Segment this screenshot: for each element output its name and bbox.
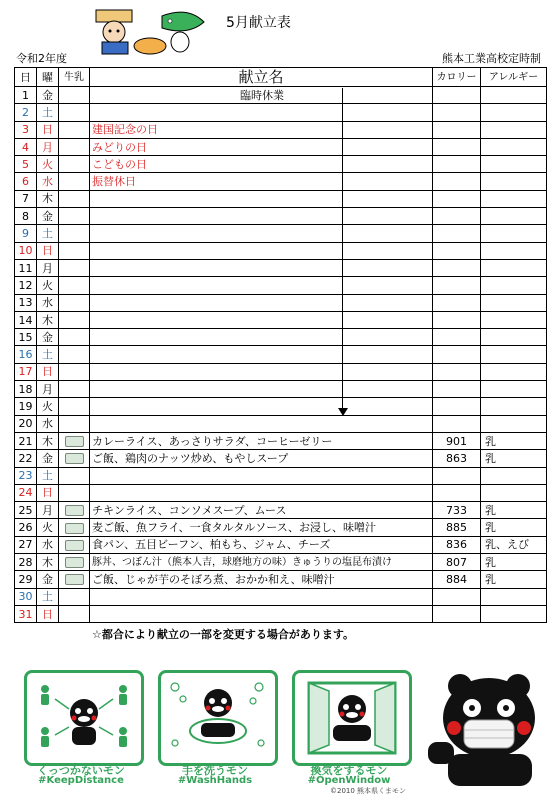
row-calorie (433, 588, 481, 605)
row-calorie (433, 415, 481, 432)
row-milk (59, 381, 90, 398)
menu-row (15, 294, 547, 311)
page-title: 5月献立表 (226, 15, 291, 31)
row-day: 19 (15, 398, 37, 415)
row-milk (59, 536, 90, 553)
row-allergy: 乳 (481, 554, 547, 571)
row-weekday: 金 (37, 208, 59, 225)
menu-row (15, 225, 547, 242)
row-weekday: 木 (37, 190, 59, 207)
milk-carton-icon (65, 557, 84, 568)
menu-row (15, 450, 547, 467)
row-menu: 建国記念の日 (90, 121, 433, 138)
row-menu (90, 346, 433, 363)
row-menu (90, 363, 433, 380)
row-menu: みどりの日 (90, 138, 433, 155)
row-milk (59, 519, 90, 536)
school-name: 熊本工業高校定時制 (442, 52, 541, 65)
open-window-label: 換気をするモン (310, 764, 388, 777)
row-day: 31 (15, 605, 37, 622)
row-menu (90, 242, 433, 259)
row-allergy (481, 415, 547, 432)
row-menu (90, 398, 433, 415)
row-allergy (481, 173, 547, 190)
row-calorie (433, 104, 481, 121)
row-weekday: 火 (37, 519, 59, 536)
row-allergy (481, 104, 547, 121)
row-allergy (481, 311, 547, 328)
row-milk (59, 398, 90, 415)
row-milk (59, 104, 90, 121)
row-weekday: 土 (37, 225, 59, 242)
row-allergy (481, 277, 547, 294)
row-milk (59, 121, 90, 138)
open-window-icon (295, 673, 409, 763)
row-menu: 臨時休業 (90, 87, 433, 104)
row-menu (90, 277, 433, 294)
row-calorie (433, 156, 481, 173)
milk-carton-icon (65, 574, 84, 585)
row-calorie (433, 277, 481, 294)
row-allergy (481, 329, 547, 346)
menu-row (15, 156, 547, 173)
row-weekday: 土 (37, 346, 59, 363)
row-calorie: 733 (433, 502, 481, 519)
menu-row (15, 242, 547, 259)
row-day: 6 (15, 173, 37, 190)
row-milk (59, 190, 90, 207)
menu-row (15, 104, 547, 121)
menu-row (15, 259, 547, 276)
header-day: 日 (15, 68, 37, 87)
row-allergy (481, 242, 547, 259)
copyright-notice: ©2010 熊本県くまモン (330, 787, 407, 795)
mascot-illustration (88, 8, 208, 56)
row-menu (90, 259, 433, 276)
row-calorie (433, 294, 481, 311)
row-milk (59, 605, 90, 622)
menu-row (15, 311, 547, 328)
change-notice: ☆都合により献立の一部を変更する場合があります。 (92, 628, 354, 641)
row-milk (59, 554, 90, 571)
row-milk (59, 311, 90, 328)
header-calorie: カロリー (433, 68, 481, 87)
arrow-head-icon (338, 408, 348, 416)
row-menu (90, 467, 433, 484)
row-weekday: 土 (37, 588, 59, 605)
row-milk (59, 87, 90, 104)
row-calorie (433, 329, 481, 346)
row-day: 21 (15, 432, 37, 449)
row-day: 5 (15, 156, 37, 173)
row-weekday: 木 (37, 432, 59, 449)
row-day: 26 (15, 519, 37, 536)
row-weekday: 火 (37, 398, 59, 415)
closure-period-arrow (342, 88, 343, 413)
row-calorie (433, 311, 481, 328)
row-allergy (481, 398, 547, 415)
row-menu (90, 605, 433, 622)
row-calorie (433, 363, 481, 380)
row-allergy: 乳 (481, 571, 547, 588)
row-calorie (433, 467, 481, 484)
row-day: 16 (15, 346, 37, 363)
row-calorie (433, 398, 481, 415)
school-year: 令和2年度 (16, 52, 67, 65)
row-calorie: 901 (433, 432, 481, 449)
row-menu (90, 104, 433, 121)
row-allergy (481, 138, 547, 155)
row-weekday: 水 (37, 536, 59, 553)
menu-row (15, 588, 547, 605)
milk-carton-icon (65, 523, 84, 534)
row-day: 13 (15, 294, 37, 311)
wash-hands-card (158, 670, 278, 766)
row-menu (90, 329, 433, 346)
row-weekday: 日 (37, 484, 59, 501)
row-allergy (481, 190, 547, 207)
row-day: 7 (15, 190, 37, 207)
row-weekday: 水 (37, 294, 59, 311)
row-calorie (433, 346, 481, 363)
row-milk (59, 242, 90, 259)
row-weekday: 日 (37, 605, 59, 622)
menu-row (15, 87, 547, 104)
row-allergy (481, 381, 547, 398)
kumamon-mask-illustration (424, 668, 550, 786)
row-day: 2 (15, 104, 37, 121)
row-menu (90, 225, 433, 242)
row-weekday: 土 (37, 467, 59, 484)
row-weekday: 火 (37, 156, 59, 173)
row-weekday: 木 (37, 311, 59, 328)
row-menu: カレーライス、あっさりサラダ、コーヒーゼリー (90, 432, 433, 449)
row-allergy (481, 208, 547, 225)
row-day: 23 (15, 467, 37, 484)
row-weekday: 水 (37, 415, 59, 432)
row-day: 3 (15, 121, 37, 138)
row-weekday: 日 (37, 121, 59, 138)
row-menu: 豚丼、つぼん汁（熊本人吉，球磨地方の味）きゅうりの塩昆布漬け (90, 554, 433, 571)
row-day: 28 (15, 554, 37, 571)
row-allergy (481, 294, 547, 311)
row-day: 11 (15, 259, 37, 276)
row-calorie (433, 121, 481, 138)
menu-row (15, 398, 547, 415)
wash-hands-icon (161, 673, 275, 763)
row-day: 18 (15, 381, 37, 398)
row-menu: 食パン、五目ビーフン、柏もち、ジャム、チーズ (90, 536, 433, 553)
row-milk (59, 467, 90, 484)
row-milk (59, 450, 90, 467)
header-menu: 献立名 (90, 68, 433, 87)
menu-table-header (15, 68, 547, 87)
row-milk (59, 363, 90, 380)
row-milk (59, 588, 90, 605)
row-calorie: 807 (433, 554, 481, 571)
row-menu (90, 190, 433, 207)
menu-row (15, 173, 547, 190)
wash-hands-label: 手を洗うモン (182, 764, 248, 777)
row-day: 22 (15, 450, 37, 467)
menu-row (15, 571, 547, 588)
open-window-card (292, 670, 412, 766)
row-menu: こどもの日 (90, 156, 433, 173)
open-window-tag: #OpenWindow (307, 775, 391, 786)
row-milk (59, 225, 90, 242)
row-weekday: 日 (37, 242, 59, 259)
row-allergy: 乳 (481, 519, 547, 536)
menu-row (15, 121, 547, 138)
menu-row (15, 554, 547, 571)
menu-row (15, 363, 547, 380)
row-day: 4 (15, 138, 37, 155)
menu-row (15, 519, 547, 536)
row-weekday: 月 (37, 259, 59, 276)
row-allergy: 乳 (481, 432, 547, 449)
row-calorie: 885 (433, 519, 481, 536)
row-day: 20 (15, 415, 37, 432)
row-menu: 麦ご飯、魚フライ、一食タルタルソース、お浸し、味噌汁 (90, 519, 433, 536)
row-weekday: 金 (37, 329, 59, 346)
menu-row (15, 138, 547, 155)
menu-row (15, 432, 547, 449)
row-weekday: 土 (37, 104, 59, 121)
row-calorie (433, 259, 481, 276)
row-milk (59, 346, 90, 363)
row-allergy (481, 484, 547, 501)
row-milk (59, 138, 90, 155)
row-milk (59, 173, 90, 190)
menu-row (15, 329, 547, 346)
row-calorie (433, 190, 481, 207)
milk-carton-icon (65, 505, 84, 516)
row-menu (90, 415, 433, 432)
menu-table-body (15, 68, 547, 623)
row-allergy (481, 87, 547, 104)
row-calorie (433, 605, 481, 622)
row-menu: ご飯、じゃが芋のそぼろ煮、おかか和え、味噌汁 (90, 571, 433, 588)
row-allergy: 乳 (481, 502, 547, 519)
row-weekday: 月 (37, 381, 59, 398)
row-weekday: 金 (37, 571, 59, 588)
row-menu: ご飯、鶏肉のナッツ炒め、もやしスープ (90, 450, 433, 467)
header-milk: 牛乳 (59, 68, 90, 87)
row-menu (90, 208, 433, 225)
row-menu (90, 294, 433, 311)
menu-row (15, 415, 547, 432)
wash-hands-tag: #WashHands (177, 775, 253, 786)
row-menu (90, 588, 433, 605)
menu-row (15, 536, 547, 553)
row-milk (59, 502, 90, 519)
row-milk (59, 484, 90, 501)
menu-row (15, 381, 547, 398)
row-calorie (433, 242, 481, 259)
row-weekday: 月 (37, 502, 59, 519)
row-calorie (433, 138, 481, 155)
row-milk (59, 208, 90, 225)
row-milk (59, 277, 90, 294)
row-calorie (433, 208, 481, 225)
row-allergy (481, 588, 547, 605)
row-day: 14 (15, 311, 37, 328)
row-day: 10 (15, 242, 37, 259)
row-day: 8 (15, 208, 37, 225)
row-menu (90, 484, 433, 501)
row-allergy (481, 225, 547, 242)
row-menu: チキンライス、コンソメスープ、ムース (90, 502, 433, 519)
row-allergy (481, 346, 547, 363)
menu-table (14, 67, 547, 623)
row-allergy (481, 605, 547, 622)
row-day: 25 (15, 502, 37, 519)
row-allergy (481, 156, 547, 173)
keep-distance-label: くっつかないモン (37, 764, 125, 777)
menu-row (15, 190, 547, 207)
menu-row (15, 605, 547, 622)
row-weekday: 日 (37, 363, 59, 380)
row-day: 12 (15, 277, 37, 294)
row-milk (59, 432, 90, 449)
row-day: 1 (15, 87, 37, 104)
row-day: 9 (15, 225, 37, 242)
keep-distance-icon (27, 673, 141, 763)
row-day: 30 (15, 588, 37, 605)
menu-row (15, 277, 547, 294)
row-allergy: 乳、えび (481, 536, 547, 553)
row-calorie: 836 (433, 536, 481, 553)
row-weekday: 火 (37, 277, 59, 294)
menu-row (15, 346, 547, 363)
milk-carton-icon (65, 436, 84, 447)
row-milk (59, 415, 90, 432)
keep-distance-tag: #KeepDistance (38, 775, 124, 786)
row-calorie: 863 (433, 450, 481, 467)
menu-row (15, 467, 547, 484)
milk-carton-icon (65, 540, 84, 551)
row-menu (90, 381, 433, 398)
row-day: 24 (15, 484, 37, 501)
row-calorie (433, 484, 481, 501)
milk-carton-icon (65, 453, 84, 464)
row-day: 27 (15, 536, 37, 553)
menu-row (15, 208, 547, 225)
keep-distance-card (24, 670, 144, 766)
row-weekday: 木 (37, 554, 59, 571)
menu-row (15, 502, 547, 519)
row-allergy (481, 467, 547, 484)
row-allergy (481, 121, 547, 138)
row-calorie (433, 173, 481, 190)
row-allergy (481, 363, 547, 380)
menu-row (15, 484, 547, 501)
row-calorie (433, 87, 481, 104)
row-calorie (433, 381, 481, 398)
row-weekday: 金 (37, 450, 59, 467)
row-milk (59, 571, 90, 588)
row-allergy: 乳 (481, 450, 547, 467)
row-milk (59, 156, 90, 173)
header-weekday: 曜 (37, 68, 59, 87)
row-milk (59, 259, 90, 276)
row-menu: 振替休日 (90, 173, 433, 190)
row-allergy (481, 259, 547, 276)
row-day: 15 (15, 329, 37, 346)
row-menu (90, 311, 433, 328)
row-day: 17 (15, 363, 37, 380)
row-milk (59, 329, 90, 346)
row-weekday: 水 (37, 173, 59, 190)
row-day: 29 (15, 571, 37, 588)
row-milk (59, 294, 90, 311)
row-weekday: 月 (37, 138, 59, 155)
row-calorie: 884 (433, 571, 481, 588)
row-calorie (433, 225, 481, 242)
row-weekday: 金 (37, 87, 59, 104)
header-allergy: アレルギー (481, 68, 547, 87)
